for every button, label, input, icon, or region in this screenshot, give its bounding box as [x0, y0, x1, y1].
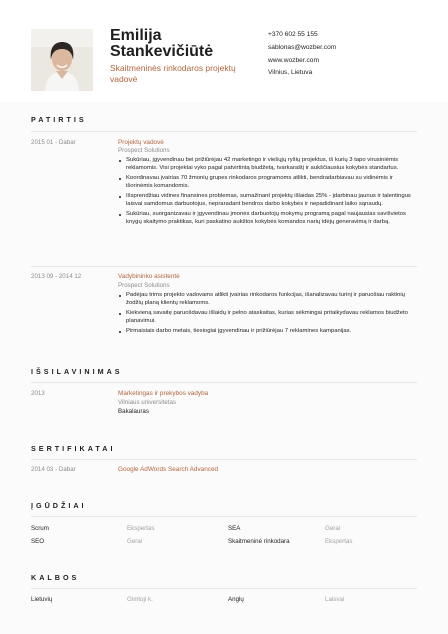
list-item: Sukūriau, suorganizavau ir įgyvendinau įmonės darbuotojų mokymų programą pagal naujausias savišvietos knygų skaitymo praktikas, kuri paskatino aukštos kokybės komandos narių idėjų generavimą ir darbą. [118, 211, 414, 226]
experience-title: Projektų vadovė [118, 139, 164, 146]
list-item: Padėjau trims projekto vadovams atlikti įvairias rinkodaros funkcijas, išanalizavau turinį ir paruošiau raktinių žodžių planą klientų reklamoms. [118, 292, 414, 307]
section-divider [31, 131, 417, 132]
section-divider [31, 588, 417, 589]
contact-info [268, 29, 336, 80]
education-school: Vilniaus universitetas [118, 399, 177, 406]
education-date: 2013 [31, 390, 45, 397]
experience-bullets [118, 157, 414, 229]
list-item: Išsprendžiau vidines finansines problemas, sumažinant projektų išlaidas 25% - įdarbinau jaunus ir talentingus laisvai samdomus darbuotojus, nepraradant bendros darbo kokybės ir nepadidinant laiko sąnaudų. [118, 193, 414, 208]
experience-date: 2013 09 - 2014 12 [31, 273, 82, 280]
section-title-education: IŠSILAVINIMAS [31, 367, 123, 376]
section-divider [31, 382, 417, 383]
language-level: Gimtoji k. [127, 596, 153, 603]
section-divider [31, 459, 417, 460]
experience-company: Prospect Solutions [118, 147, 170, 154]
portrait-image [31, 29, 93, 91]
section-title-certificates: SERTIFIKATAI [31, 444, 116, 453]
job-title: Skaitmeninės rinkodaros projektų vadovė [110, 63, 236, 84]
education-title: Marketingas ir prekybos vadyba [118, 390, 209, 397]
experience-date: 2015 01 - Dabar [31, 139, 76, 146]
skill-level: Gerai [127, 538, 143, 545]
profile-photo [31, 29, 93, 91]
list-item: Kiekvieną savaitę paruošdavau išlaidų ir pelno ataskaitas, kurias sėkmingai pritaikydavau reklamos biudžeto planavimui. [118, 310, 414, 325]
section-title-languages: KALBOS [31, 573, 80, 582]
section-divider [31, 516, 417, 517]
entry-divider [31, 266, 417, 267]
email-address[interactable]: sablonas@wozber.com [268, 43, 337, 51]
language-level: Laisvai [325, 596, 345, 603]
education-degree: Bakalauras [118, 408, 149, 415]
location-text: Vilnius, Lietuva [268, 69, 313, 77]
skill-level: Ekspertas [325, 538, 353, 545]
section-title-skills: ĮGŪDŽIAI [31, 501, 87, 510]
full-name [110, 28, 213, 60]
name-first: Emilija [110, 27, 162, 44]
language-name: Lietuvių [31, 596, 53, 603]
website-link[interactable]: www.wozber.com [268, 56, 319, 64]
skill-name: SEA [228, 525, 241, 532]
certificate-title: Google AdWords Search Advanced [118, 466, 219, 473]
experience-company: Prospect Solutions [118, 282, 170, 289]
list-item: Pirmaisiais darbo metais, tiesiogiai įgyvendinau ir prižiūrėjau 7 reklamines kampanijas. [118, 328, 414, 336]
name-last: Stankevičiūtė [110, 43, 214, 60]
skill-name: Scrum [31, 525, 49, 532]
language-name: Anglų [228, 596, 244, 603]
skill-name: Skaitmeninė rinkodara [228, 538, 290, 545]
skill-level: Ekspertas [127, 525, 155, 532]
list-item: Sukūriau, įgyvendinau bei prižiūrėjau 42 marketingo ir viešųjų ryšių projektus, iš kurių 3 tapo virusiniėmis reklamomis. Visi projektai vyko pagal patvirtintą biudžetą, tvarkaraštį ir aukščiausius kokybės standartus. [118, 157, 414, 172]
section-title-experience: PATIRTIS [31, 115, 87, 124]
experience-title: Vadybininko asistentė [118, 273, 180, 280]
phone-number[interactable]: +370 602 55 155 [268, 31, 318, 38]
skill-level: Gerai [325, 525, 341, 532]
experience-bullets [118, 292, 414, 338]
resume-header [0, 0, 448, 102]
certificate-date: 2014 03 - Dabar [31, 466, 76, 473]
list-item: Koordinavau įvairias 70 žmonių grupes rinkodaros programoms atlikti, bendradarbiavau su vidinėmis ir išorinėmis komandomis. [118, 175, 414, 190]
skill-name: SEO [31, 538, 45, 545]
